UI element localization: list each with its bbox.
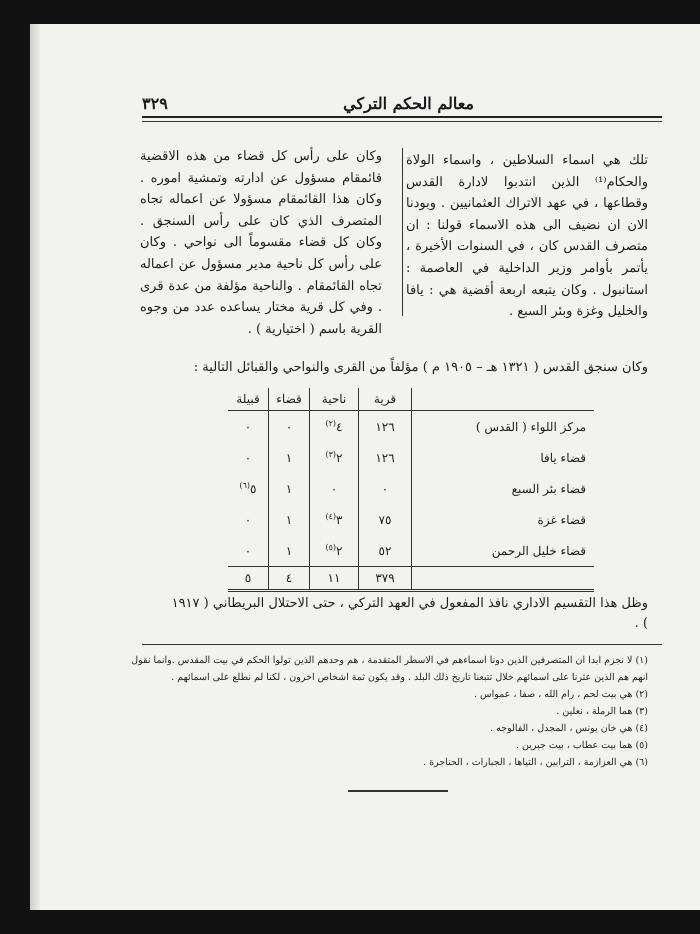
cell-qabila: ٠ bbox=[244, 419, 252, 434]
footnote: (٦) هي العزازمة ، الترابين ، التياها ، الجبارات ، الحناجرة . bbox=[423, 757, 648, 768]
table-totals-row bbox=[228, 567, 594, 591]
row-name: قضاء يافا bbox=[540, 450, 586, 465]
header-rule-thin bbox=[142, 121, 662, 122]
left-column-text: وكان على رأس كل قضاء من هذه الاقضية قائمقام مسؤول عن ادارته وتمشية اموره . وكان هذا القائمقام مسؤولا عن اعماله تجاه المتصرف الذي كان على رأس السنجق . وكان كل قضاء مقسوماً الى نواحي . وكان على رأس كل ناحية مدير مسؤول عن اعماله تجاه القائمقام . والناحية مؤلفة من عدة قرى . وفي كل قرية مختار يساعده عدد من وجوه القرية باسم ( اختيارية ) . bbox=[140, 149, 382, 337]
footnote-ref: (٢) bbox=[325, 419, 337, 428]
header-qada: قضاء bbox=[269, 388, 310, 411]
cell-value: ٢ bbox=[336, 544, 343, 558]
totals-blank bbox=[412, 567, 595, 591]
cell-qada: ١ bbox=[269, 442, 310, 473]
header-qabila: قبيلة bbox=[228, 388, 269, 411]
row-name: قضاء بئر السبع bbox=[511, 481, 586, 496]
footnote-ref: (٣) bbox=[325, 450, 337, 459]
header-nahiya: ناحية bbox=[310, 388, 359, 411]
cell-qada: ١ bbox=[269, 473, 310, 504]
total-qarya: ٣٧٩ bbox=[359, 567, 412, 591]
cell-nahiya bbox=[310, 535, 359, 567]
districts-table bbox=[228, 388, 594, 592]
footnotes bbox=[128, 652, 648, 771]
table-row bbox=[228, 442, 594, 473]
footnote-ref: (٦) bbox=[239, 481, 251, 490]
cell-qada: ١ bbox=[269, 504, 310, 535]
footnote-ref: (٤) bbox=[325, 512, 337, 521]
table-row bbox=[228, 473, 594, 504]
row-name: قضاء خليل الرحمن bbox=[491, 543, 586, 558]
footnote: (٤) هي خان يونس ، المجدل ، الفالوجه . bbox=[490, 723, 648, 734]
cell-nahiya bbox=[310, 442, 359, 473]
table-header-row bbox=[228, 388, 594, 411]
header-blank bbox=[412, 388, 595, 411]
footnote: (١) لا نجزم ابدا ان المتصرفين الذين دونا اسماءهم في الاسطر المتقدمة ، هم وحدهم الذين تولوا الحكم في بيت المقدس .وانما نقول انهم هم الذين عثرنا على اسمائهم خلال تتبعنا تاريخ ذلك البلد . وقد يكون ثمة اشخاص اخرون ، لكنا لم نطلع على اسمائهم . bbox=[131, 655, 648, 683]
footnote-ref: (٥) bbox=[325, 543, 337, 552]
cell-qabila: ٠ bbox=[244, 512, 252, 527]
cell-nahiya bbox=[310, 411, 359, 443]
cell-nahiya: ٠ bbox=[310, 473, 359, 504]
cell-qarya: ١٢٦ bbox=[359, 411, 412, 443]
after-table-text: وظل هذا التقسيم الاداري نافذ المفعول في العهد التركي ، حتى الاحتلال البريطاني ( ١٩١٧ ) . bbox=[171, 596, 648, 631]
table-row bbox=[228, 411, 594, 443]
right-column-text: تلك هي اسماء السلاطين ، واسماء الولاة والحكام⁽¹⁾ الذين انتدبوا لادارة القدس وقطاعها ، في عهد الاتراك العثمانيين . وبودنا الان ان نضيف الى هذه الاسماء قولنا : ان متصرف القدس كان ، في السنوات الأخيرة ، يأتمر بأوامر وزير الداخلية في العاصمة : استانبول . وكان يتبعه اربعة أقضية هي : يافا والخليل وغزة وبئر السبع . bbox=[406, 153, 648, 320]
footnote: (٥) هما بيت عطاب ، بيت جبرين . bbox=[516, 740, 648, 751]
cell-qarya: ٥٢ bbox=[359, 535, 412, 567]
header-qarya: قرية bbox=[359, 388, 412, 411]
end-rule bbox=[348, 790, 448, 792]
cell-qarya: ١٢٦ bbox=[359, 442, 412, 473]
table-row bbox=[228, 504, 594, 535]
page-number: ٣٢٩ bbox=[142, 94, 168, 113]
cell-qabila bbox=[228, 473, 269, 504]
cell-value: ٣ bbox=[336, 513, 343, 527]
running-header-title: معالم الحكم التركي bbox=[343, 94, 474, 113]
cell-qabila: ٠ bbox=[244, 450, 252, 465]
column-divider bbox=[402, 148, 403, 316]
header-rule-thick bbox=[142, 116, 662, 118]
cell-qarya: ٠ bbox=[359, 473, 412, 504]
total-qada: ٤ bbox=[269, 567, 310, 591]
cell-nahiya bbox=[310, 504, 359, 535]
row-name: قضاء غزة bbox=[537, 512, 586, 527]
cell-qada: ١ bbox=[269, 535, 310, 567]
cell-qarya: ٧٥ bbox=[359, 504, 412, 535]
footnote: (٢) هي بيت لحم ، رام الله ، صفا ، عمواس . bbox=[473, 689, 648, 700]
footnote: (٣) هما الرملة ، نعلين . bbox=[556, 706, 648, 717]
footnote-rule bbox=[142, 644, 662, 645]
row-name: مركز اللواء ( القدس ) bbox=[475, 419, 586, 434]
cell-qabila: ٠ bbox=[244, 543, 252, 558]
cell-qada: ٠ bbox=[269, 411, 310, 443]
total-qabila: ٥ bbox=[228, 567, 269, 591]
table-row bbox=[228, 535, 594, 567]
page-spine-edge bbox=[30, 24, 40, 910]
cell-value: ٢ bbox=[336, 451, 343, 465]
cell-value: ٥ bbox=[250, 482, 257, 496]
table-intro: وكان سنجق القدس ( ١٣٢١ هـ – ١٩٠٥ م ) مؤلفاً من القرى والنواحي والقبائل التالية : bbox=[193, 360, 648, 375]
cell-value: ٤ bbox=[336, 420, 343, 434]
total-nahiya: ١١ bbox=[310, 567, 359, 591]
